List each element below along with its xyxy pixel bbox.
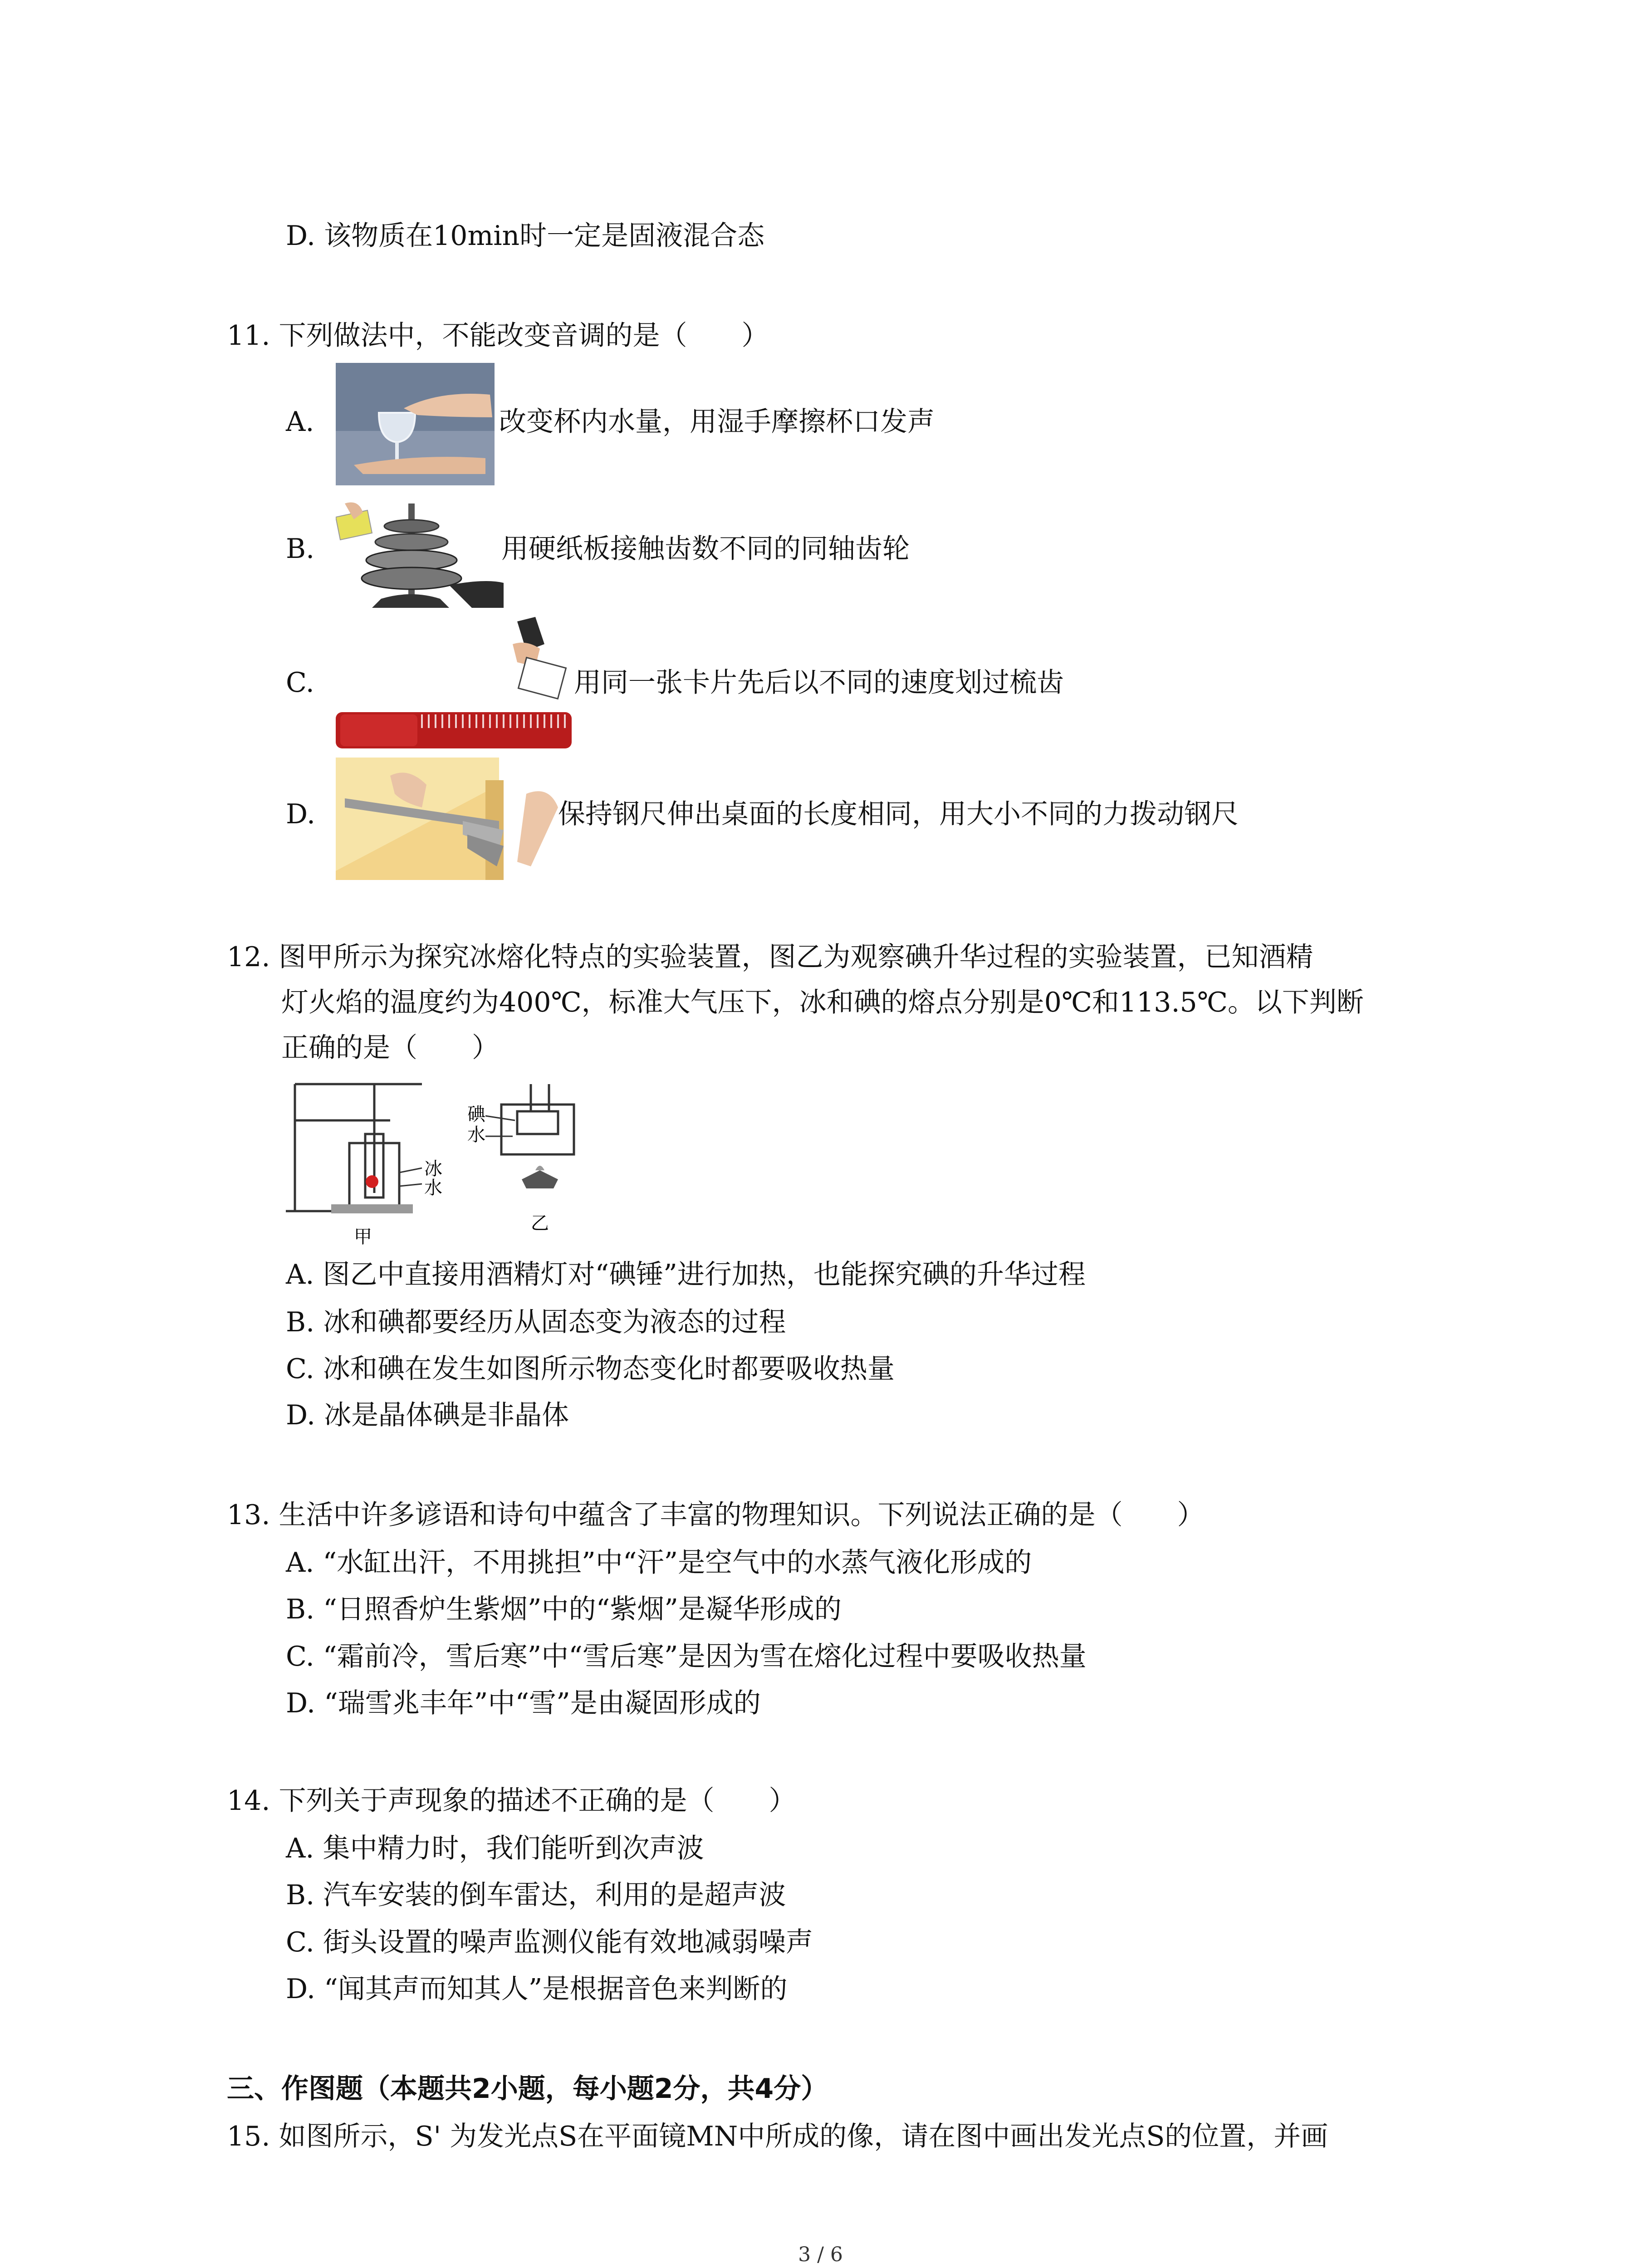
q11-option-b-text: 用硬纸板接触齿数不同的同轴齿轮: [501, 533, 910, 565]
q13-option-a: A. “水缸出汗，不用挑担”中“汗”是空气中的水蒸气液化形成的: [286, 1547, 1032, 1579]
q12-option-b: B. 冰和碘都要经历从固态变为液态的过程: [286, 1306, 786, 1338]
wine-glass-image: [336, 363, 495, 485]
q11-option-a-text: 改变杯内水量，用湿手摩擦杯口发声: [499, 406, 935, 438]
q11-option-c-text: 用同一张卡片先后以不同的速度划过梳齿: [574, 667, 1064, 699]
figure-label-ice: 冰: [424, 1158, 442, 1179]
steel-ruler-image: [336, 758, 563, 880]
q14-stem: 14. 下列关于声现象的描述不正确的是（ ）: [227, 1785, 796, 1817]
q11-option-a-letter: A.: [286, 406, 314, 438]
q11-stem: 11. 下列做法中，不能改变音调的是（ ）: [227, 320, 769, 352]
q13-option-d: D. “瑞雪兆丰年”中“雪”是由凝固形成的: [286, 1687, 761, 1719]
q13-option-b: B. “日照香炉生紫烟”中的“紫烟”是凝华形成的: [286, 1593, 842, 1625]
q12-stem-line-1: 12. 图甲所示为探究冰熔化特点的实验装置，图乙为观察碘升华过程的实验装置，已知酒精: [227, 941, 1313, 973]
q12-stem-line-2: 灯火焰的温度约为400℃，标准大气压下，冰和碘的熔点分别是0℃和113.5℃。以下判断: [281, 987, 1364, 1018]
q13-stem: 13. 生活中许多谚语和诗句中蕴含了丰富的物理知识。下列说法正确的是（ ）: [227, 1499, 1205, 1531]
q10-option-d: D. 该物质在10min时一定是固液混合态: [286, 220, 765, 252]
comb-card-image: [336, 617, 572, 758]
q15-stem: 15. 如图所示，S' 为发光点S在平面镜MN中所成的像，请在图中画出发光点S的位置，并画: [227, 2121, 1328, 2152]
q14-option-b: B. 汽车安装的倒车雷达，利用的是超声波: [286, 1879, 786, 1911]
figure-label-jia: 甲: [354, 1227, 372, 1247]
experiment-apparatus-figure: [286, 1075, 612, 1252]
q11-option-d-text: 保持钢尺伸出桌面的长度相同，用大小不同的力拨动钢尺: [558, 798, 1239, 830]
page-number: 3 / 6: [798, 2243, 843, 2266]
q12-option-c: C. 冰和碘在发生如图所示物态变化时都要吸收热量: [286, 1353, 895, 1385]
gear-apparatus-image: [336, 494, 508, 612]
figure-label-iodine: 碘: [467, 1104, 485, 1125]
q12-stem-line-3: 正确的是（ ）: [281, 1032, 499, 1064]
q14-option-d: D. “闻其声而知其人”是根据音色来判断的: [286, 1973, 788, 2005]
figure-label-yi: 乙: [531, 1213, 549, 1234]
figure-label-water: 水: [424, 1178, 442, 1198]
q13-option-c: C. “霜前冷，雪后寒”中“雪后寒”是因为雪在熔化过程中要吸收热量: [286, 1641, 1087, 1672]
section-3-heading: 三、作图题（本题共2小题，每小题2分，共4分）: [227, 2073, 828, 2105]
q11-option-d-letter: D.: [286, 798, 316, 830]
q11-option-c-letter: C.: [286, 667, 314, 699]
q12-option-d: D. 冰是晶体碘是非晶体: [286, 1399, 569, 1431]
q11-option-b-letter: B.: [286, 533, 315, 565]
q14-option-a: A. 集中精力时，我们能听到次声波: [286, 1833, 704, 1864]
q12-option-a: A. 图乙中直接用酒精灯对“碘锤”进行加热，也能探究碘的升华过程: [286, 1259, 1086, 1290]
figure-label-water2: 水: [467, 1124, 485, 1145]
q14-option-c: C. 街头设置的噪声监测仪能有效地减弱噪声: [286, 1926, 813, 1958]
